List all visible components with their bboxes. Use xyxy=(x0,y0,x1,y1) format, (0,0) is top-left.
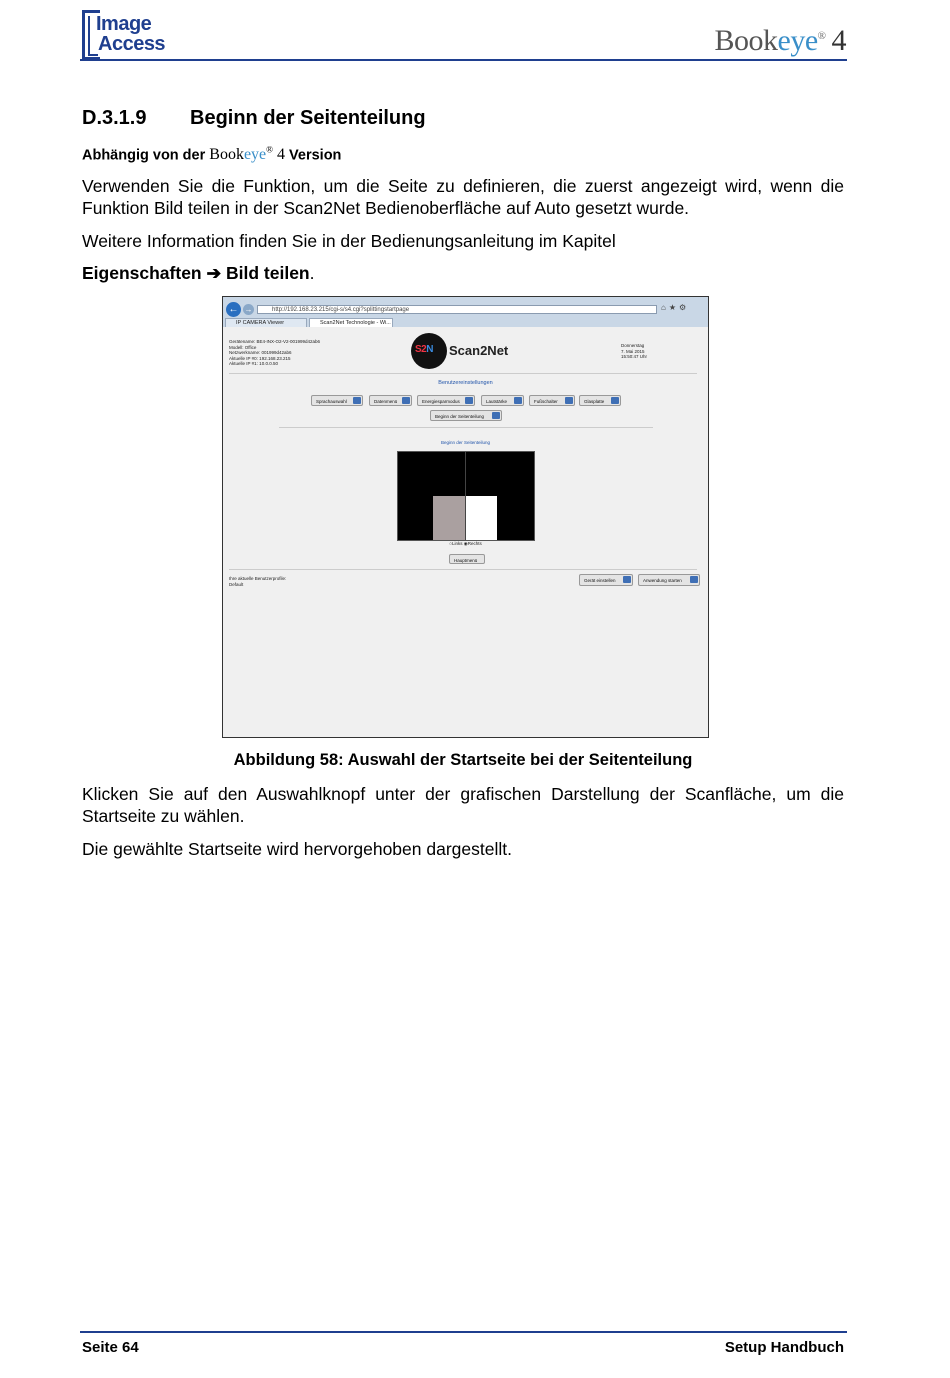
settings-icon xyxy=(492,412,500,419)
settings-icon xyxy=(353,397,361,404)
dependency-number: 4 xyxy=(277,146,285,164)
date-info: Donnerstag 7. Mai 2015 15:50:47 Uhr xyxy=(621,343,648,359)
logo-text-line2: Access xyxy=(98,33,166,55)
scan-area-preview xyxy=(397,451,535,541)
header-rule xyxy=(80,59,847,61)
back-arrow-icon[interactable]: ← xyxy=(226,302,241,317)
main-menu-label: Hauptmenü xyxy=(454,558,478,563)
bookeye-logo xyxy=(714,24,846,58)
gear-icon[interactable]: ⚙ xyxy=(679,303,690,312)
volume-button[interactable] xyxy=(481,395,524,406)
logo-reg: ® xyxy=(817,30,826,42)
dependency-note xyxy=(82,145,341,164)
data-menu-label: Datenmenü xyxy=(374,399,398,404)
image-access-logo xyxy=(82,8,174,58)
separator xyxy=(279,427,653,428)
logo-number: 4 xyxy=(831,24,846,57)
logo-text-line1: Image xyxy=(96,13,152,35)
browser-icons xyxy=(661,303,689,312)
separator xyxy=(229,373,697,374)
logo-book: Book xyxy=(714,24,778,57)
logo-eye: eye xyxy=(777,24,818,57)
data-menu-button[interactable] xyxy=(369,395,412,406)
main-menu-button[interactable] xyxy=(449,554,485,564)
paragraph-1: Verwenden Sie die Funktion, um die Seite zu definieren, die zuerst angezeigt wird, wenn die Funktion Bild teilen in der Scan2Net Bedienoberfläche auf Auto gesetzt wurde. xyxy=(82,176,844,218)
page-number: Seite 64 xyxy=(82,1339,139,1356)
figure-caption: Abbildung 58: Auswahl der Startseite bei der Seitenteilung xyxy=(233,751,693,769)
star-icon[interactable]: ★ xyxy=(668,303,680,312)
radio-right-label: Rechts xyxy=(467,541,482,546)
foot-switch-label: Fußschalter xyxy=(534,399,558,404)
tab-scan2net[interactable]: Scan2Net Technologie - Wi... xyxy=(309,318,393,327)
settings-icon xyxy=(465,397,473,404)
dependency-reg: ® xyxy=(266,145,273,155)
section-title: Beginn der Seitenteilung xyxy=(190,107,426,129)
start-application-label: Anwendung starten xyxy=(643,578,682,583)
settings-icon xyxy=(611,397,619,404)
footer-rule xyxy=(80,1331,847,1333)
radio-left-label: Links xyxy=(451,541,463,546)
section-number: D.3.1.9 xyxy=(82,107,147,129)
dependency-suffix: Version xyxy=(289,147,342,164)
split-start-button[interactable] xyxy=(430,410,502,421)
radio-right[interactable]: ◉ xyxy=(463,541,468,546)
separator xyxy=(229,569,697,570)
adjust-device-button[interactable] xyxy=(579,574,633,586)
settings-title: Benutzereinstellungen xyxy=(438,380,493,386)
back-icon xyxy=(623,576,631,583)
forward-arrow-icon[interactable]: → xyxy=(244,305,253,314)
settings-icon xyxy=(565,397,573,404)
adjust-device-label: Gerät einstellen xyxy=(584,578,616,583)
home-icon[interactable]: ⌂ xyxy=(661,303,669,312)
radio-left[interactable]: ○ xyxy=(449,541,452,546)
settings-icon xyxy=(402,397,410,404)
paragraph-2: Weitere Information finden Sie in der Bedienungsanleitung im Kapitel xyxy=(82,231,616,251)
logo-s2: S2 xyxy=(415,344,427,355)
figure-screenshot xyxy=(222,296,709,738)
paragraph-4: Klicken Sie auf den Auswahlknopf unter der grafischen Darstellung der Scanfläche, um die Startseite zu wählen. xyxy=(82,784,844,826)
browser-tabs xyxy=(223,317,708,327)
settings-icon xyxy=(514,397,522,404)
start-page-radios xyxy=(223,541,708,547)
dependency-book: Book xyxy=(209,146,244,164)
dependency-eye: eye xyxy=(243,146,267,164)
address-bar[interactable]: http://192.168.23.215/cgi-s/s4.cgi?splittingstartpage xyxy=(257,305,657,314)
document-title: Setup Handbuch xyxy=(724,1339,844,1356)
language-label: Sprachauswahl xyxy=(316,399,347,404)
foot-switch-button[interactable] xyxy=(529,395,575,406)
split-start-label: Beginn der Seitenteilung xyxy=(435,414,485,419)
paragraph-3 xyxy=(82,262,844,284)
language-button[interactable] xyxy=(311,395,363,406)
right-page-highlighted xyxy=(466,496,497,540)
forward-icon xyxy=(690,576,698,583)
dependency-prefix: Abhängig von der xyxy=(82,147,206,164)
energy-saving-label: Energiesparmodus xyxy=(422,399,460,404)
glass-plate-label: Glasplatte xyxy=(584,399,605,404)
menu-path: Eigenschaften ➔ Bild teilen xyxy=(82,263,310,283)
start-application-button[interactable] xyxy=(638,574,700,586)
paragraph-5: Die gewählte Startseite wird hervorgehoben dargestellt. xyxy=(82,839,512,859)
scan2net-brand: Scan2Net xyxy=(449,343,509,358)
scan2net-logo-mark xyxy=(415,344,433,355)
energy-saving-button[interactable] xyxy=(417,395,475,406)
device-info: Gerätename: BE4-INX-O2-V2-001999d42ab6 Modell: Office Netzwerkname: 001999d42ab6 Aktuelle IP #0: 192.168.23.215 Aktuelle IP #1: 10.0.0.50 xyxy=(229,339,321,366)
user-profile-info: Ihre aktuelle Benutzerprofile: Default xyxy=(229,576,287,587)
tab-ip-camera[interactable]: IP CAMERA Viewer xyxy=(225,318,307,327)
dependency-bookeye xyxy=(209,146,285,163)
logo-n: N xyxy=(426,344,433,355)
glass-plate-button[interactable] xyxy=(579,395,621,406)
left-page xyxy=(433,496,465,540)
web-page xyxy=(223,327,708,737)
volume-label: Lautstärke xyxy=(486,399,508,404)
split-section-title: Beginn der Seitenteilung xyxy=(440,440,491,445)
paragraph-3-end: . xyxy=(309,263,315,283)
browser-toolbar xyxy=(223,297,708,327)
